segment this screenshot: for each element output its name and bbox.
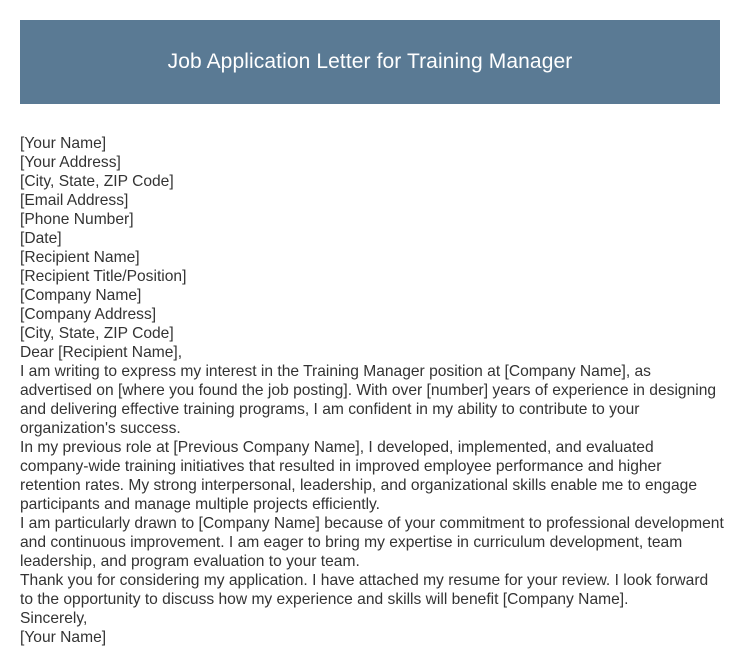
sender-address: [Your Address] [20, 154, 121, 171]
salutation: Dear [Recipient Name], [20, 344, 183, 361]
recipient-company: [Company Name] [20, 287, 142, 304]
closing: Sincerely, [20, 610, 88, 627]
sender-phone: [Phone Number] [20, 211, 134, 228]
sender-city-state-zip: [City, State, ZIP Code] [20, 173, 174, 190]
sender-email: [Email Address] [20, 192, 129, 209]
signature: [Your Name] [20, 629, 107, 646]
recipient-name: [Recipient Name] [20, 249, 140, 266]
sender-name: [Your Name] [20, 135, 107, 152]
paragraph-experience: In my previous role at [Previous Company Name], I developed, implemented, and evaluated company-wide training initiatives that resulted in improved employee performance and higher retention rates. My strong interpersonal, leadership, and organizational skills enable me to engage participants and manage multiple projects efficiently. [20, 439, 697, 513]
paragraph-motivation: I am particularly drawn to [Company Name] because of your commitment to professional development and continuous improvement. I am eager to bring my expertise in curriculum development, team leadership, and program evaluation to your team. [20, 515, 724, 570]
recipient-city-state-zip: [City, State, ZIP Code] [20, 325, 174, 342]
page-title: Job Application Letter for Training Manager [167, 50, 573, 73]
header-banner [20, 20, 720, 104]
letter-body [20, 134, 725, 647]
paragraph-intro: I am writing to express my interest in the Training Manager position at [Company Name], as advertised on [where you found the job posting]. With over [number] years of experience in designing and delivering effective training programs, I am confident in my ability to contribute to your organization's success. [20, 363, 717, 437]
paragraph-thanks: Thank you for considering my application. I have attached my resume for your review. I look forward to the opportunity to discuss how my experience and skills will benefit [Company Name]. [20, 572, 709, 608]
recipient-address: [Company Address] [20, 306, 157, 323]
recipient-title: [Recipient Title/Position] [20, 268, 187, 285]
letter-date: [Date] [20, 230, 62, 247]
